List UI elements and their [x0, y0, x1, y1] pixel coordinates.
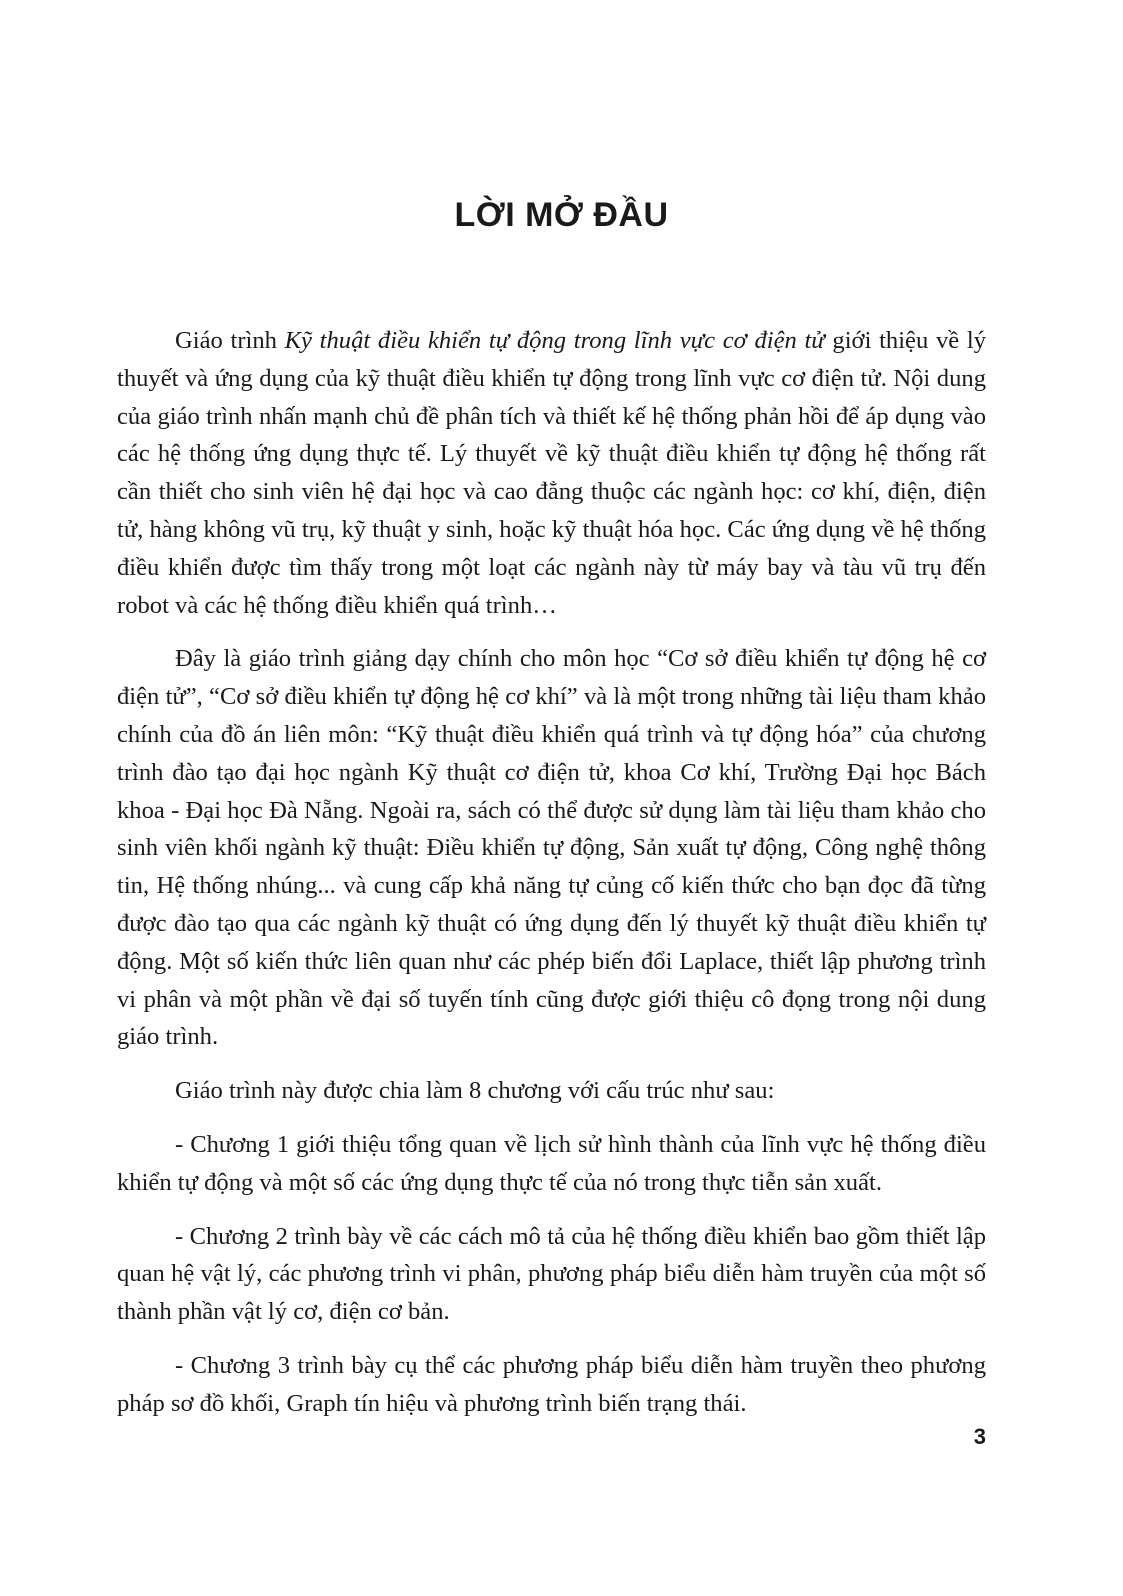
- paragraph-chapter-2: - Chương 2 trình bày về các cách mô tả của hệ thống điều khiển bao gồm thiết lập quan hệ vật lý, các phương trình vi phân, phương pháp biểu diễn hàm truyền của một số thành phần vật lý cơ, điện cơ bản.: [117, 1222, 986, 1326]
- paragraph-intro-rest: giới thiệu về lý thuyết và ứng dụng của kỹ thuật điều khiển tự động trong lĩnh vực cơ điện tử. Nội dung của giáo trình nhấn mạnh chủ đề phân tích và thiết kế hệ thống phản hồi để áp dụng vào các hệ thống ứng dụng thực tế. Lý thuyết về kỹ thuật điều khiển tự động hệ thống rất cần thiết cho sinh viên hệ đại học và cao đẳng thuộc các ngành học: cơ khí, điện, điện tử, hàng không vũ trụ, kỹ thuật y sinh, hoặc kỹ thuật hóa học. Các ứng dụng về hệ thống điều khiển được tìm thấy trong một loạt các ngành này từ máy bay và tàu vũ trụ đến robot và các hệ thống điều khiển quá trình…: [117, 327, 986, 619]
- paragraph-usage: Đây là giáo trình giảng dạy chính cho môn học “Cơ sở điều khiển tự động hệ cơ điện tử”, “Cơ sở điều khiển tự động hệ cơ khí” và là một trong những tài liệu tham khảo chính của đồ án liên môn: “Kỹ thuật điều khiển quá trình và tự động hóa” của chương trình đào tạo đại học ngành Kỹ thuật cơ điện tử, khoa Cơ khí, Trường Đại học Bách khoa - Đại học Đà Nẵng. Ngoài ra, sách có thể được sử dụng làm tài liệu tham khảo cho sinh viên khối ngành kỹ thuật: Điều khiển tự động, Sản xuất tự động, Công nghệ thông tin, Hệ thống nhúng... và cung cấp khả năng tự củng cố kiến thức cho bạn đọc đã từng được đào tạo qua các ngành kỹ thuật có ứng dụng đến lý thuyết kỹ thuật điều khiển tự động. Một số kiến thức liên quan như các phép biến đổi Laplace, thiết lập phương trình vi phân và một phần về đại số tuyến tính cũng được giới thiệu cô đọng trong nội dung giáo trình.: [117, 645, 986, 1051]
- paragraph-intro-lead: Giáo trình: [175, 327, 285, 354]
- book-title-italic: Kỹ thuật điều khiển tự động trong lĩnh vực cơ điện tử: [284, 327, 825, 354]
- page-number: 3: [973, 1424, 986, 1449]
- paragraph-chapter-1: - Chương 1 giới thiệu tổng quan về lịch sử hình thành của lĩnh vực hệ thống điều khiển tự động và một số các ứng dụng thực tế của nó trong thực tiễn sản xuất.: [117, 1130, 986, 1196]
- paragraph-intro: [117, 322, 986, 624]
- page-title: LỜI MỞ ĐẦU: [454, 196, 669, 234]
- paragraph-structure: Giáo trình này được chia làm 8 chương với cấu trúc như sau:: [175, 1077, 775, 1105]
- paragraph-chapter-3: - Chương 3 trình bày cụ thể các phương pháp biểu diễn hàm truyền theo phương pháp sơ đồ khối, Graph tín hiệu và phương trình biến trạng thái.: [117, 1351, 986, 1417]
- body-text: [117, 322, 986, 1439]
